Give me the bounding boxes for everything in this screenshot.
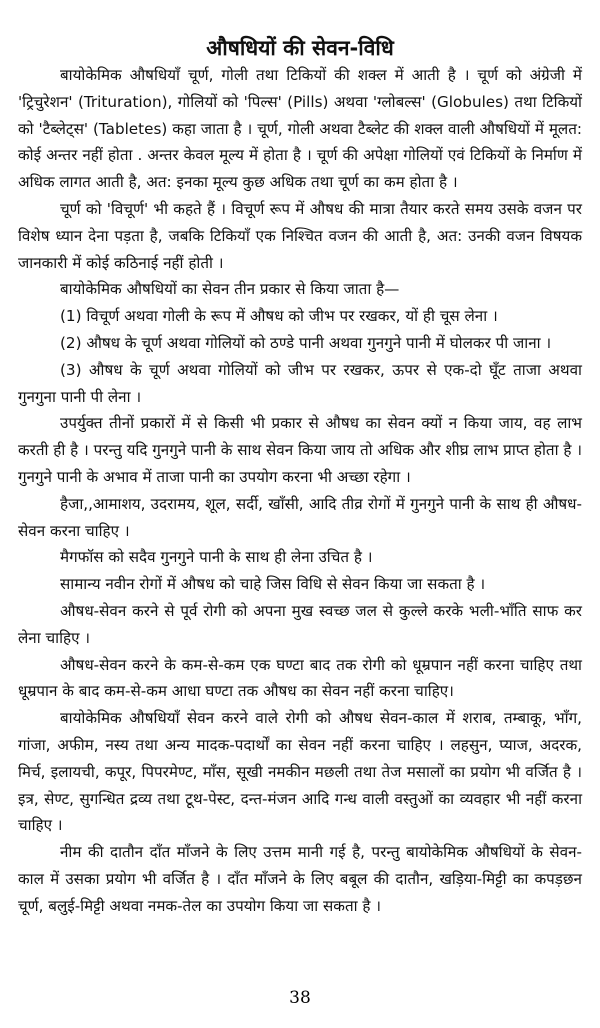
paragraph-2: चूर्ण को 'विचूर्ण' भी कहते हैं । विचूर्ण रूप में औषध की मात्रा तैयार करते समय उसके वजन पर विशेष ध्यान देना पड़ता है, जबकि टिकियाँ एक निश्चित वजन की आती है, अत: उनकी वजन विषयक जानकारी में कोई कठिनाई नहीं होती । xyxy=(18,199,582,272)
list-item-3: (3) औषध के चूर्ण अथवा गोलियों को जीभ पर रखकर, ऊपर से एक-दो घूँट ताजा अथवा गुनगुना पानी पी लेना । xyxy=(18,360,582,406)
paragraph-10: बायोकेमिक औषधियाँ सेवन करने वाले रोगी को औषध सेवन-काल में शराब, तम्बाकू, भाँग, गांजा, अफीम, नस्य तथा अन्य मादक-पदार्थों का सेवन नहीं करना चाहिए । लहसुन, प्याज, अदरक, मिर्च, इलायची, कपूर, पिपरमेण्ट, माँस, सूखी नमकीन मछली तथा तेज मसालों का प्रयोग भी वर्जित है । इत्र, सेण्ट, सुगन्धित द्रव्य तथा टूथ-पेस्ट, दन्त-मंजन आदि गन्ध वाली वस्तुओं का व्यवहार भी नहीं करना चाहिए । xyxy=(18,709,582,835)
paragraph-4: उपर्युक्त तीनों प्रकारों में से किसी भी प्रकार से औषध का सेवन क्यों न किया जाय, वह लाभ करती ही है । परन्तु यदि गुनगुने पानी के साथ सेवन किया जाय तो अधिक और शीघ्र लाभ प्राप्त होता है । गुनगुने पानी के अभाव में ताजा पानी का उपयोग करना भी अच्छा रहेगा । xyxy=(18,414,582,486)
paragraph-6: मैगफॉस को सदैव गुनगुने पानी के साथ ही लेना उचित है । xyxy=(60,548,373,567)
page-number: 38 xyxy=(289,988,311,1008)
paragraph-5: हैजा,,आमाशय, उदरामय, शूल, सर्दी, खाँसी, आदि तीव्र रोगों में गुनगुने पानी के साथ ही औषध-सेवन करना चाहिए । xyxy=(18,494,582,540)
paragraph-9: औषध-सेवन करने के कम-से-कम एक घण्टा बाद तक रोगी को धूम्रपान नहीं करना चाहिए तथा धूम्रपान के बाद कम-से-कम आधा घण्टा तक औषध का सेवन नहीं करना चाहिए। xyxy=(18,655,582,701)
paragraph-1: बायोकेमिक औषधियाँ चूर्ण, गोली तथा टिकियों की शक्ल में आती है । चूर्ण को अंग्रेजी में 'ट्रिचुरेशन' (Trituration), गोलियों को 'पिल्स' (Pills) अथवा 'ग्लोबल्स' (Globules) तथा टिकियों को 'टैब्लेट्स' (Tabletes) कहा जाता है । चूर्ण, गोली अथवा टैब्लेट की शक्ल वाली औषधियों में मूलत: कोई अन्तर नहीं होता . अन्तर केवल मूल्य में होता है । चूर्ण की अपेक्षा गोलियों एवं टिकियों के निर्माण में अधिक लागत आती है, अत: इनका मूल्य कुछ अधिक तथा चूर्ण का कम होता है । xyxy=(18,66,582,192)
list-item-2: (2) औषध के चूर्ण अथवा गोलियों को ठण्डे पानी अथवा गुनगुने पानी में घोलकर पी जाना । xyxy=(60,333,552,352)
paragraph-3: बायोकेमिक औषधियों का सेवन तीन प्रकार से किया जाता है— xyxy=(60,280,400,299)
list-item-1: (1) विचूर्ण अथवा गोली के रूप में औषध को जीभ पर रखकर, यों ही चूस लेना । xyxy=(60,307,498,326)
paragraph-7: सामान्य नवीन रोगों में औषध को चाहे जिस विधि से सेवन किया जा सकता है । xyxy=(60,575,486,594)
paragraph-11: नीम की दातौन दाँत माँजने के लिए उत्तम मानी गई है, परन्तु बायोकेमिक औषधियों के सेवन-काल में उसका प्रयोग भी वर्जित है । दाँत माँजने के लिए बबूल की दातौन, खड़िया-मिट्टी का कपड़छन चूर्ण, बलुई-मिट्टी अथवा नमक-तेल का उपयोग किया जा सकता है । xyxy=(18,843,582,915)
page-title: औषधियों की सेवन-विधि xyxy=(206,36,394,60)
paragraph-8: औषध-सेवन करने से पूर्व रोगी को अपना मुख स्वच्छ जल से कुल्ले करके भली-भाँति साफ कर लेना चाहिए । xyxy=(18,601,582,647)
